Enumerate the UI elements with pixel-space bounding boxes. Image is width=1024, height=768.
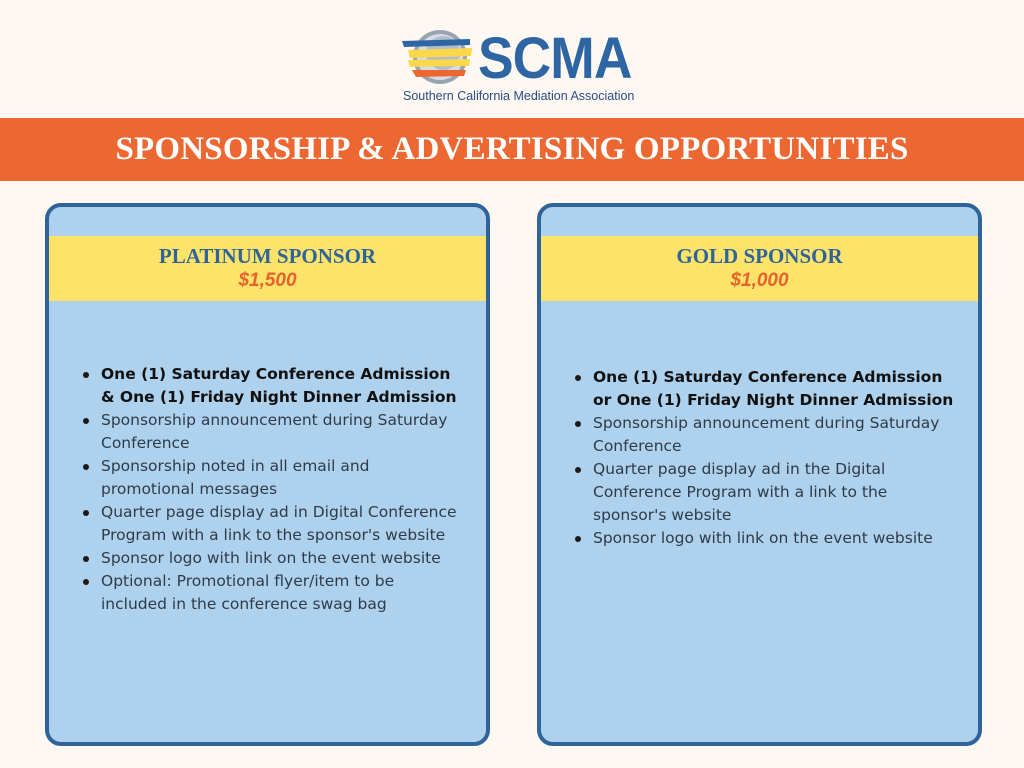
benefit-item: Sponsorship announcement during Saturday Conference — [589, 412, 954, 458]
globe-logo-icon — [400, 26, 475, 88]
tier-name: GOLD SPONSOR — [676, 244, 843, 268]
benefit-list — [589, 366, 954, 550]
benefit-item: One (1) Saturday Conference Admission & One (1) Friday Night Dinner Admission — [97, 363, 462, 409]
benefit-item: Quarter page display ad in the Digital Conference Program with a link to the sponsor's website — [589, 458, 954, 527]
benefit-item: Sponsorship noted in all email and promotional messages — [97, 455, 462, 501]
benefit-item: Quarter page display ad in Digital Conference Program with a link to the sponsor's website — [97, 501, 462, 547]
tier-header — [49, 236, 486, 301]
header — [0, 0, 1024, 118]
benefit-item: One (1) Saturday Conference Admission or One (1) Friday Night Dinner Admission — [589, 366, 954, 412]
tier-name: PLATINUM SPONSOR — [158, 244, 377, 268]
gold-sponsor-card — [537, 203, 982, 746]
tier-price: $1,500 — [238, 270, 297, 291]
scma-logo[interactable] — [400, 26, 635, 106]
benefit-item: Sponsorship announcement during Saturday Conference — [97, 409, 462, 455]
platinum-sponsor-card — [45, 203, 490, 746]
tier-header — [541, 236, 978, 301]
benefit-item: Sponsor logo with link on the event website — [589, 527, 954, 550]
title-banner — [0, 118, 1024, 181]
benefit-item: Sponsor logo with link on the event website — [97, 547, 462, 570]
tier-price: $1,000 — [730, 270, 789, 291]
logo-wordmark: SCMA — [478, 26, 632, 91]
benefit-list — [97, 363, 462, 616]
page-title: SPONSORSHIP & ADVERTISING OPPORTUNITIES — [115, 131, 909, 167]
benefit-item: Optional: Promotional flyer/item to be included in the conference swag bag — [97, 570, 462, 616]
logo-subtitle: Southern California Mediation Association — [403, 89, 635, 103]
